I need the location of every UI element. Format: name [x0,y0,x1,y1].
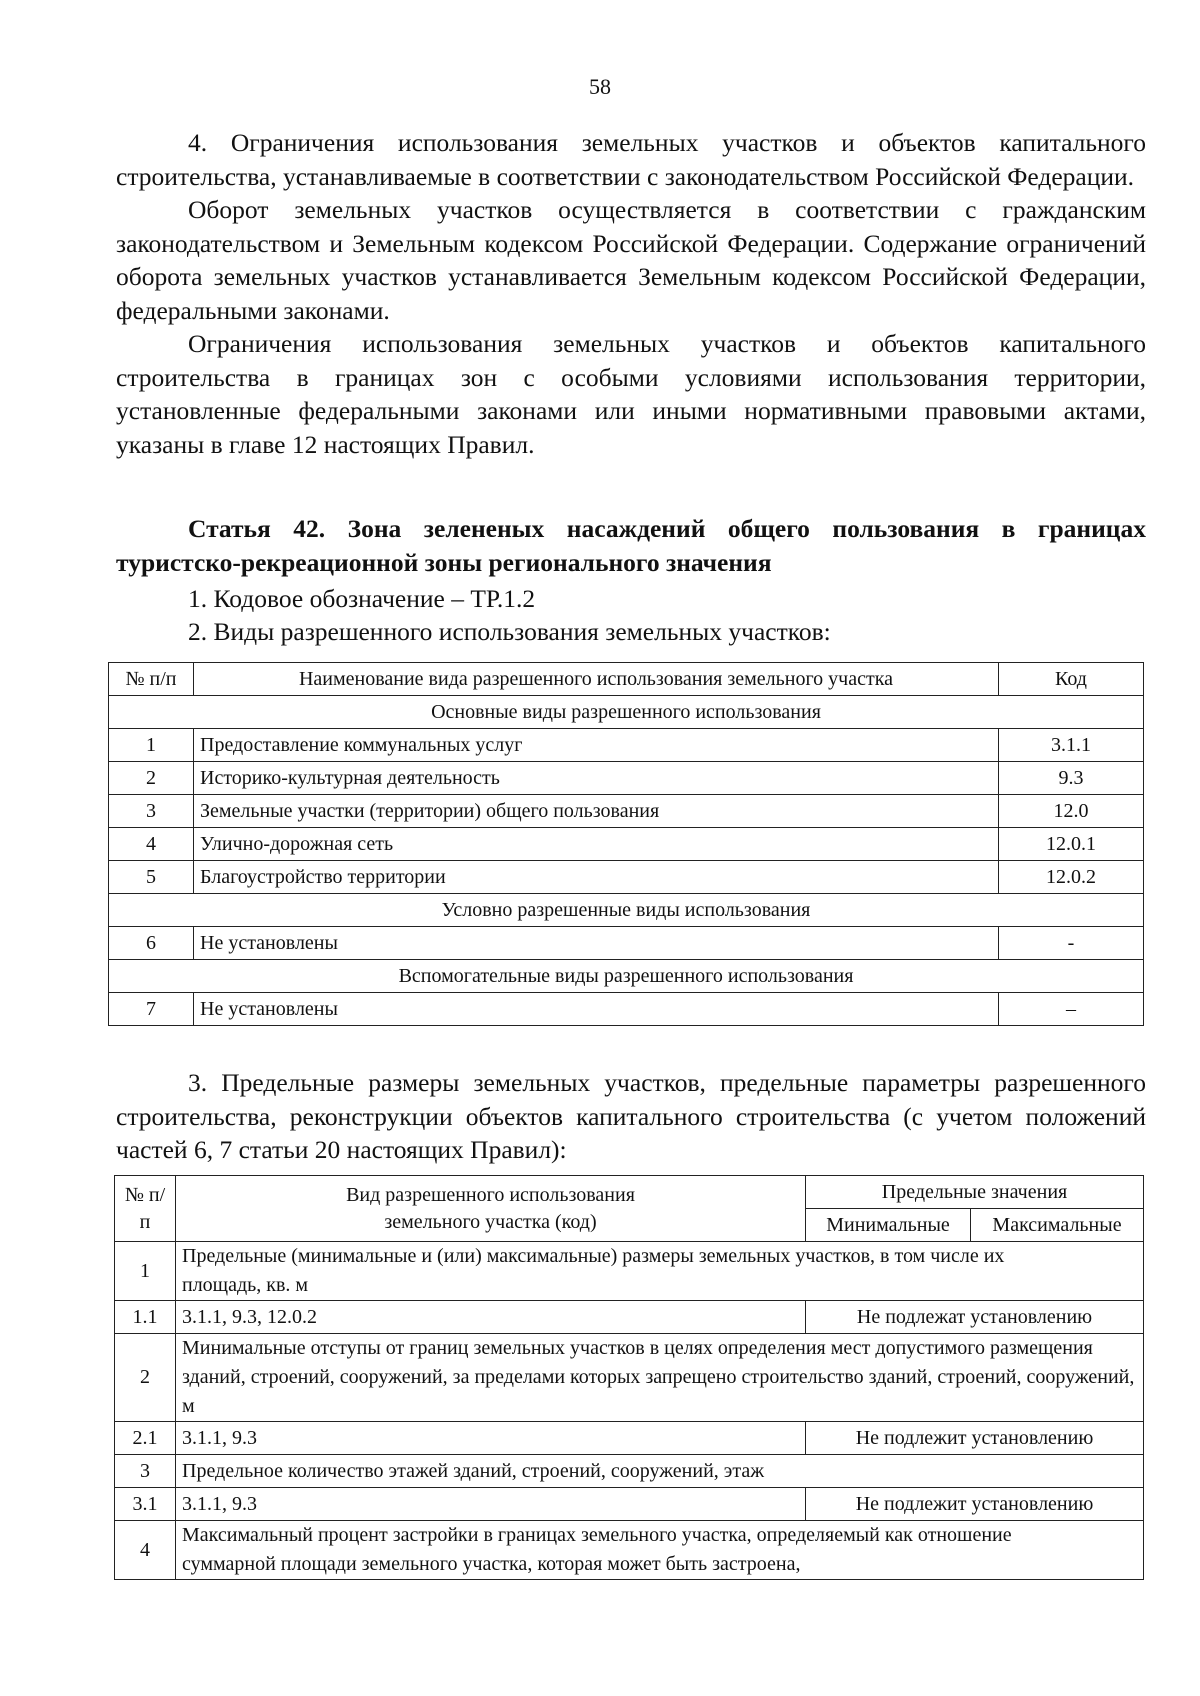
list-item-uses: 2. Виды разрешенного использования земельных участков: [188,617,831,646]
row-num: 3 [109,795,194,828]
header-code: Код [999,663,1144,696]
header-max: Максимальные [971,1209,1144,1242]
row-code: 3.1.1 [999,729,1144,762]
page-number: 58 [589,74,611,99]
table-row [109,729,1144,762]
section-conditional: Условно разрешенные виды использования [109,894,1144,927]
body-text [116,126,1146,461]
article-heading: Статья 42. Зона зелененых насаждений общего пользования в границах туристско-рекреационной зоны регионального значения [116,514,1146,577]
table-row [109,762,1144,795]
table-row [115,1242,1144,1301]
row-name: Историко-культурная деятельность [194,762,999,795]
table-row [115,1422,1144,1455]
paragraph-limits [116,1066,1146,1167]
table-row [115,1301,1144,1334]
table-row [109,828,1144,861]
row-num: 1 [109,729,194,762]
paragraph-turnover: Оборот земельных участков осуществляется в соответствии с гражданским законодательством и Земельным кодексом Российской Федерации. Содержание ограничений оборота земельных участков устанавливается Земельным кодексом Российской Федерации, федеральными законами. [116,195,1146,325]
row-text: Предельное количество этажей зданий, строений, сооружений, этаж [176,1455,1144,1488]
table-row [115,1334,1144,1422]
row-num: 6 [109,927,194,960]
section-auxiliary: Вспомогательные виды разрешенного использования [109,960,1144,993]
row-text: Предельные (минимальные и (или) максимальные) размеры земельных участков, в том числе их площадь, кв. м [176,1242,1144,1301]
row-value: Не подлежит установлению [806,1488,1144,1521]
header-num: № п/п [115,1176,176,1242]
row-name: Не установлены [194,993,999,1026]
table-header-row [115,1176,1144,1209]
row-name: Предоставление коммунальных услуг [194,729,999,762]
row-num: 2 [115,1334,176,1422]
table-row [115,1455,1144,1488]
row-code: 12.0.1 [999,828,1144,861]
row-name: Не установлены [194,927,999,960]
table-row [109,795,1144,828]
row-code: 12.0 [999,795,1144,828]
header-min: Минимальные [806,1209,971,1242]
row-code: 3.1.1, 9.3 [176,1488,806,1521]
row-name: Благоустройство территории [194,861,999,894]
row-value: Не подлежит установлению [806,1422,1144,1455]
row-code: 9.3 [999,762,1144,795]
section-row [109,696,1144,729]
row-num: 1 [115,1242,176,1301]
row-num: 3 [115,1455,176,1488]
row-code: 3.1.1, 9.3, 12.0.2 [176,1301,806,1334]
row-num: 2 [109,762,194,795]
paragraph-zones: Ограничения использования земельных участков и объектов капитального строительства в границах зон с особыми условиями использования территории, установленные федеральными законами или иными нормативными правовыми актами, указаны в главе 12 настоящих Правил. [116,329,1146,459]
header-limits: Предельные значения [806,1176,1144,1209]
list-item-code: 1. Кодовое обозначение – ТР.1.2 [188,584,536,613]
table-row [109,927,1144,960]
row-num: 7 [109,993,194,1026]
row-code: 12.0.2 [999,861,1144,894]
table-row [109,861,1144,894]
row-code: 3.1.1, 9.3 [176,1422,806,1455]
row-num: 2.1 [115,1422,176,1455]
table-row [115,1521,1144,1580]
table-row [115,1488,1144,1521]
row-num: 4 [115,1521,176,1580]
table-header-row [109,663,1144,696]
row-code: - [999,927,1144,960]
row-num: 4 [109,828,194,861]
row-text: Минимальные отступы от границ земельных участков в целях определения мест допустимого размещения зданий, строений, сооружений, за пределами которых запрещено строительство зданий, строений, сооружений, м [176,1334,1144,1422]
row-text: Максимальный процент застройки в границах земельного участка, определяемый как отношение суммарной площади земельного участка, которая может быть застроена, [176,1521,1144,1580]
section-row [109,894,1144,927]
paragraph-limits-text: 3. Предельные размеры земельных участков, предельные параметры разрешенного строительства, реконструкции объектов капитального строительства (с учетом положений частей 6, 7 статьи 20 настоящих Правил): [116,1068,1146,1164]
header-type: Вид разрешенного использования земельного участка (код) [176,1176,806,1242]
header-num: № п/п [109,663,194,696]
paragraph-restrictions: 4. Ограничения использования земельных участков и объектов капитального строительства, устанавливаемые в соответствии с законодательством Российской Федерации. [116,128,1146,191]
table-row [109,993,1144,1026]
row-name: Улично-дорожная сеть [194,828,999,861]
row-value: Не подлежат установлению [806,1301,1144,1334]
row-num: 1.1 [115,1301,176,1334]
row-name: Земельные участки (территории) общего пользования [194,795,999,828]
section-main: Основные виды разрешенного использования [109,696,1144,729]
section-row [109,960,1144,993]
permitted-uses-table [108,662,1144,1026]
row-num: 5 [109,861,194,894]
row-code: – [999,993,1144,1026]
header-name: Наименование вида разрешенного использования земельного участка [194,663,999,696]
row-num: 3.1 [115,1488,176,1521]
limits-table [114,1175,1144,1580]
